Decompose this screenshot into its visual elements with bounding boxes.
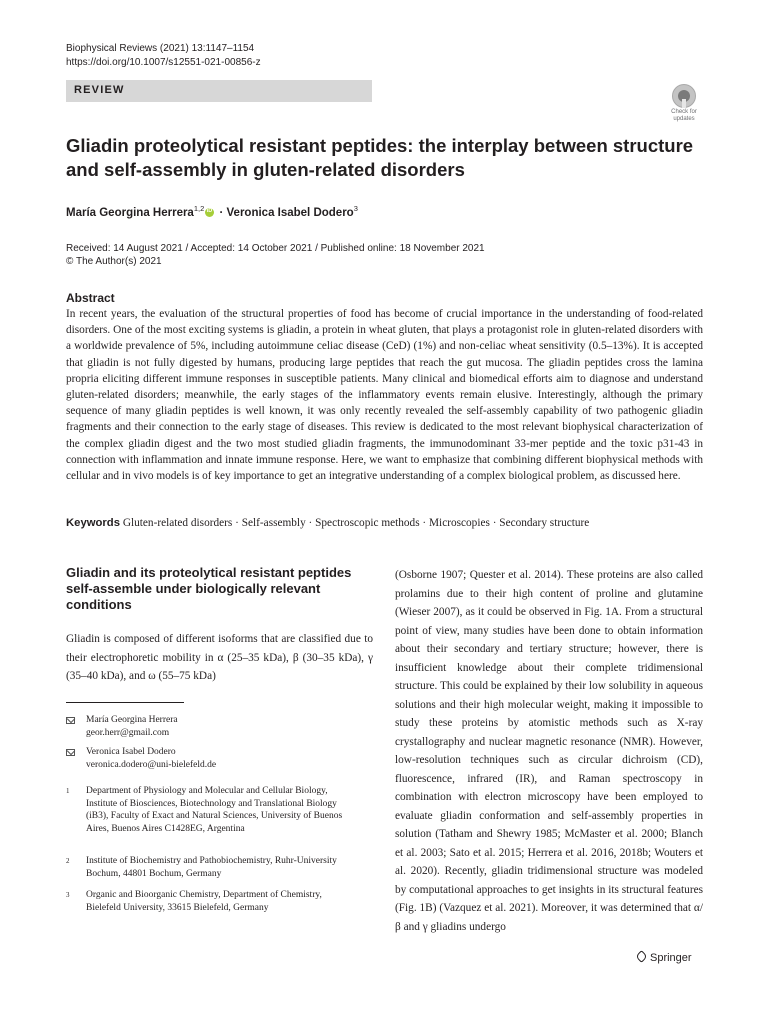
affiliation-text: Institute of Biochemistry and Pathobiochemistry, Ruhr-University Bochum, 44801 Bochum, Germany [86,856,337,879]
keywords-text: Gluten-related disorders · Self-assembly · Spectroscopic methods · Microscopies · Secondary structure [122,517,590,529]
doi-link[interactable]: https://doi.org/10.1007/s12551-021-00856-z [66,57,261,68]
author-list [66,204,358,219]
affiliation-number: 3 [66,891,70,899]
contact-entry [66,746,376,772]
abstract-heading: Abstract [66,291,115,305]
affiliation-1 [66,785,376,849]
crossmark-icon [672,84,696,108]
dates-line: Received: 14 August 2021 / Accepted: 14 October 2021 / Published online: 18 November 2021 [66,243,485,254]
keywords-label: Keywords [66,517,120,529]
affiliation-text: Organic and Bioorganic Chemistry, Department of Chemistry, Bielefeld University, 33615 Bielefeld, Germany [86,890,322,913]
contact-entry [66,714,376,740]
article-title: Gliadin proteolytical resistant peptides: the interplay between structure and self-assembly in gluten-related disorders [66,135,694,180]
contact-name: Veronica Isabel Dodero [86,747,176,757]
footnote-divider [66,702,184,703]
contact-email[interactable]: geor.herr@gmail.com [86,727,170,738]
publisher-name: Springer [650,952,692,964]
abstract-text: In recent years, the evaluation of the structural properties of food has become of crucial importance in the understanding of food-related disorders. One of the most exciting systems is gliadin, a protein in wheat gluten, that plays a protagonist role in gluten-related disorders with a worldwide prevalence of 5%, including autoimmune celiac disease (CeD) (1%) and non-celiac wheat sensitivity (0.5–13%). It is accepted that gliadin is not fully digested by humans, producing large peptides that reach the gut mucosa. The gliadin peptides cross the lamina propria eliciting different immune responses in susceptible patients. Many clinical and biomedical efforts aim to diagnose and understand gluten-related disorders; meanwhile, the early stages of the inflammatory events remain elusive. Interestingly, although the primary sequence of many gliadin peptides is well known, it was only recently revealed the self-assembly capability of two pathogenic gliadin fragments and their connection to the early stage of diseases. This review is dedicated to the most relevant biophysical characterization of the complex gliadin digest and the two most studied gliadin fragments, the immunodominant 33-mer peptide and the toxic p31-43 in connection with inflammation and innate immune response. Here, we want to emphasize that combining different biophysical methods with cellular and in vivo models is of key importance to get an integrative understanding of a complex biological problem, as discussed here. [66,308,703,483]
copyright-line: © The Author(s) 2021 [66,256,162,267]
springer-horse-icon [636,951,647,962]
affiliation-3 [66,889,376,929]
affiliation-number: 1 [66,787,70,795]
body-paragraph-left: Gliadin is composed of different isoforms that are classified due to their electrophoretic mobility in α (25–35 kDa), β (30–35 kDa), γ (35–40 kDa), and ω (55–75 kDa) [66,633,373,682]
author-separator: · [216,206,227,219]
affiliation-text: Department of Physiology and Molecular and Cellular Biology, Institute of Biosciences, Biotechnology and Translational Biology (iB3), Faculty of Exact and Natural Sciences, University of Buenos Aires, Buenos Aires C1428EG, Argentina [86,786,343,834]
publisher-logo [636,951,692,964]
check-for-updates-badge[interactable] [666,84,702,124]
affiliation-number: 2 [66,857,70,865]
orcid-icon[interactable] [205,208,214,217]
crossmark-label: Check for updates [671,109,697,122]
author-affiliation-marker: 3 [353,204,358,213]
author-affiliation-marker: 1,2 [193,204,205,213]
body-paragraph-right: (Osborne 1907; Quester et al. 2014). These proteins are also called prolamins due to their high content of proline and glutamine (Wieser 2007), as it could be observed in Fig. 1A. From a structural point of view, many studies have been done to obtain information about their secondary and tertiary structure; however, there is insufficient knowledge about their complete tridimensional structure. This could be explained by their low solubility in aqueous solutions and their high molecular weight, making it impossible to study these proteins by atomistic methods such as X-ray crystallography and nuclear magnetic resonance (NMR). However, low-resolution techniques such as circular dichroism (CD), fluorescence, infrared (IR), and Raman spectroscopy in combination with electron microscopy have been employed to evaluate gliadin conformation and self-assembly properties in solution (Tatham and Shewry 1985; McMaster et al. 2000; Blanch et al. 2003; Sato et al. 2015; Herrera et al. 2016, 2018b; Wouters et al. 2020). Recently, gliadin tridimensional structure was modeled by computational approaches to get insights in its structural features (Fig. 1B) (Vazquez et al. 2021). Moreover, it was determined that α/β and γ gliadins undergo [395,569,703,933]
section-label: REVIEW [74,84,125,96]
author-name[interactable]: María Georgina Herrera [66,206,194,219]
envelope-icon [66,749,75,756]
section-label-bar [66,80,372,102]
affiliation-2 [66,855,376,881]
contact-email[interactable]: veronica.dodero@uni-bielefeld.de [86,759,217,770]
publication-dates [66,242,485,268]
author-name[interactable]: Veronica Isabel Dodero [226,206,354,219]
keywords [66,517,589,529]
section-heading: Gliadin and its proteolytical resistant peptides self-assemble under biologically relevant conditions [66,565,352,612]
journal-header [66,42,261,70]
journal-citation: Biophysical Reviews (2021) 13:1147–1154 [66,43,255,54]
contact-name: María Georgina Herrera [86,715,178,725]
envelope-icon [66,717,75,724]
